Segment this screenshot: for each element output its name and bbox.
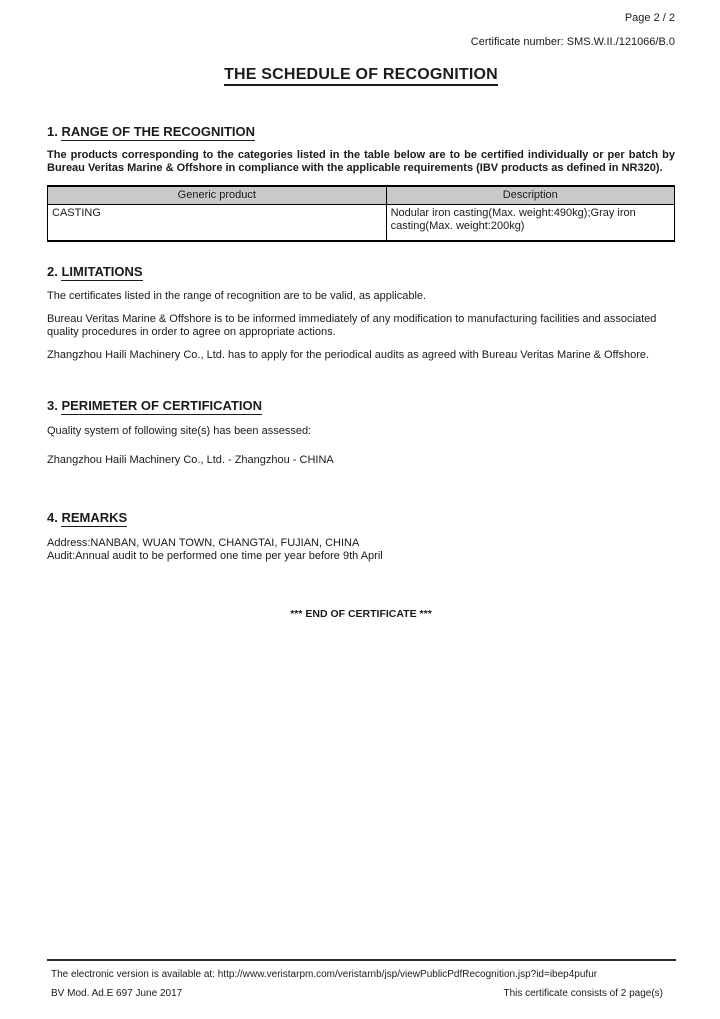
limitations-paragraph: The certificates listed in the range of recognition are to be valid, as applicable. [47, 290, 427, 302]
form-reference: BV Mod. Ad.E 697 June 2017 [51, 988, 183, 999]
assessed-site: Zhangzhou Haili Machinery Co., Ltd. - Zhangzhou - CHINA [47, 454, 334, 466]
section4-heading [47, 510, 675, 525]
page-number: Page 2 / 2 [624, 12, 675, 24]
document-title [47, 66, 675, 84]
section1-intro: The products corresponding to the categories listed in the table below are to be certified individually or per batch by Bureau Veritas Marine & Offshore in compliance with the applicable requirements (IBV products as defined in NR320). [47, 149, 675, 174]
certificate-number: Certificate number: SMS.W.II./121066/B.0 [470, 36, 675, 48]
perimeter-paragraph: Quality system of following site(s) has been assessed: [47, 425, 312, 437]
remark-audit: Audit:Annual audit to be performed one time per year before 9th April [47, 549, 383, 562]
section-perimeter-of-certification [47, 398, 675, 467]
document-header [47, 12, 675, 49]
section-limitations [47, 264, 675, 362]
section4-number: 4. [47, 510, 58, 525]
section1-heading [47, 124, 675, 139]
footer-divider [47, 959, 676, 961]
products-table [47, 185, 675, 242]
end-of-certificate-marker: *** END OF CERTIFICATE *** [290, 608, 432, 620]
section2-number: 2. [47, 264, 58, 279]
section1-heading-text: RANGE OF THE RECOGNITION [61, 124, 256, 139]
remark-address: Address:NANBAN, WUAN TOWN, CHANGTAI, FUJIAN, CHINA [47, 537, 360, 549]
section1-number: 1. [47, 124, 58, 139]
section3-heading [47, 398, 675, 413]
section3-heading-text: PERIMETER OF CERTIFICATION [61, 398, 263, 413]
cell-description: Nodular iron casting(Max. weight:490kg);Gray iron casting(Max. weight:200kg) [386, 204, 674, 241]
limitations-paragraph: Zhangzhou Haili Machinery Co., Ltd. has to apply for the periodical audits as agreed with Bureau Veritas Marine & Offshore. [47, 349, 650, 361]
document-title-text: THE SCHEDULE OF RECOGNITION [224, 66, 498, 86]
section4-heading-text: REMARKS [61, 510, 128, 525]
section3-number: 3. [47, 398, 58, 413]
section-remarks [47, 510, 675, 562]
cell-generic-product: CASTING [48, 204, 387, 241]
table-row [48, 204, 675, 241]
electronic-version-note: The electronic version is available at: http://www.veristarpm.com/veristarnb/jsp/viewPublicPdfRecognition.jsp?id=ibep4pufur [51, 969, 598, 980]
column-header-description: Description [386, 186, 674, 204]
section-range-of-recognition [47, 124, 675, 242]
column-header-generic-product: Generic product [48, 186, 387, 204]
section2-heading-text: LIMITATIONS [61, 264, 143, 279]
limitations-paragraph: Bureau Veritas Marine & Offshore is to be informed immediately of any modification to manufacturing facilities and associated quality procedures in order to agree on appropriate actions. [47, 313, 657, 338]
page-count-note: This certificate consists of 2 page(s) [503, 988, 663, 999]
section2-heading [47, 264, 675, 279]
footer-row [51, 988, 663, 1000]
products-table-header-row [48, 186, 675, 204]
remarks-lines [47, 537, 675, 562]
